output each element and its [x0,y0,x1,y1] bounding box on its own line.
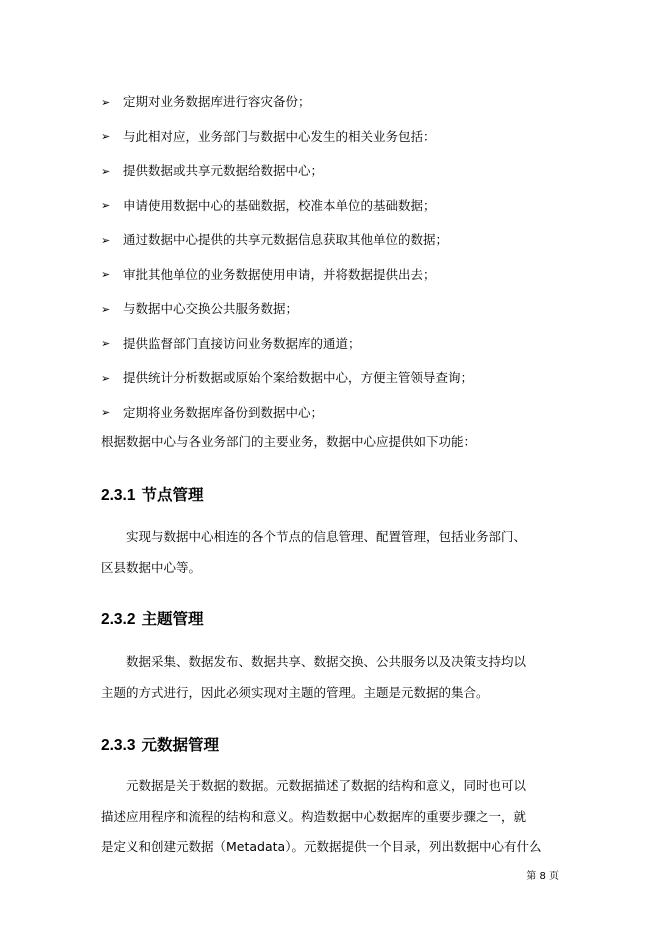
page-number: 第 8 页 [526,871,559,882]
paragraph-line: 是定义和创建元数据（Metadata）。元数据提供一个目录，列出数据中心有什么 [101,839,542,854]
section-body-node-management [101,522,563,583]
list-item-text: 通过数据中心提供的共享元数据信息获取其他单位的数据； [123,232,449,247]
list-item [101,361,571,396]
arrow-bullet-icon: ➢ [101,164,111,178]
list-item [101,85,571,120]
arrow-bullet-icon: ➢ [101,130,111,144]
section-number: 2.3.3 [101,737,136,754]
section-heading-topic-management [101,607,204,629]
arrow-bullet-icon: ➢ [101,233,111,247]
arrow-bullet-icon: ➢ [101,95,111,109]
list-item-text: 与数据中心交换公共服务数据； [123,301,299,316]
list-item [101,327,571,362]
section-body-metadata-management [101,771,563,863]
list-item-text: 定期对业务数据库进行容灾备份； [123,94,311,109]
section-title: 主题管理 [141,610,204,628]
list-item-text: 提供监督部门直接访问业务数据库的通道； [123,335,361,351]
arrow-bullet-icon: ➢ [101,406,111,420]
list-item [101,154,571,189]
list-item-text: 定期将业务数据库备份到数据中心； [123,404,324,420]
section-body-topic-management [101,647,563,708]
section-number: 2.3.1 [101,487,136,504]
arrow-bullet-icon: ➢ [101,199,111,213]
list-item-text: 提供数据或共享元数据给数据中心； [123,163,324,178]
list-item-text: 提供统计分析数据或原始个案给数据中心，方便主管领导查询； [123,370,474,385]
paragraph-line: 主题的方式进行，因此必须实现对主题的管理。主题是元数据的集合。 [101,684,489,700]
section-title: 元数据管理 [141,736,219,754]
list-item-text: 申请使用数据中心的基础数据，校准本单位的基础数据； [123,197,436,213]
paragraph-line: 描述应用程序和流程的结构和意义。构造数据中心数据库的重要步骤之一，就 [101,808,527,824]
intro-paragraph: 根据数据中心与各业务部门的主要业务，数据中心应提供如下功能： [101,434,477,449]
bullet-list [101,85,571,430]
paragraph-line: 实现与数据中心相连的各个节点的信息管理、配置管理，包括业务部门、 [126,529,527,544]
section-heading-node-management [101,483,204,505]
list-item [101,189,571,224]
list-item [101,396,571,431]
paragraph-line: 元数据是关于数据的数据。元数据描述了数据的结构和意义，同时也可以 [126,778,527,793]
arrow-bullet-icon: ➢ [101,268,111,282]
list-item [101,292,571,327]
arrow-bullet-icon: ➢ [101,371,111,385]
section-number: 2.3.2 [101,611,136,628]
list-item [101,223,571,258]
list-item-text: 审批其他单位的业务数据使用申请，并将数据提供出去； [123,266,436,282]
arrow-bullet-icon: ➢ [101,302,111,316]
list-item [101,120,571,155]
arrow-bullet-icon: ➢ [101,337,111,351]
list-item [101,258,571,293]
section-title: 节点管理 [141,486,204,504]
paragraph-line: 数据采集、数据发布、数据共享、数据交换、公共服务以及决策支持均以 [126,654,527,669]
paragraph-line: 区县数据中心等。 [101,559,202,575]
list-item-text: 与此相对应，业务部门与数据中心发生的相关业务包括： [123,128,436,144]
section-heading-metadata-management [101,733,219,755]
